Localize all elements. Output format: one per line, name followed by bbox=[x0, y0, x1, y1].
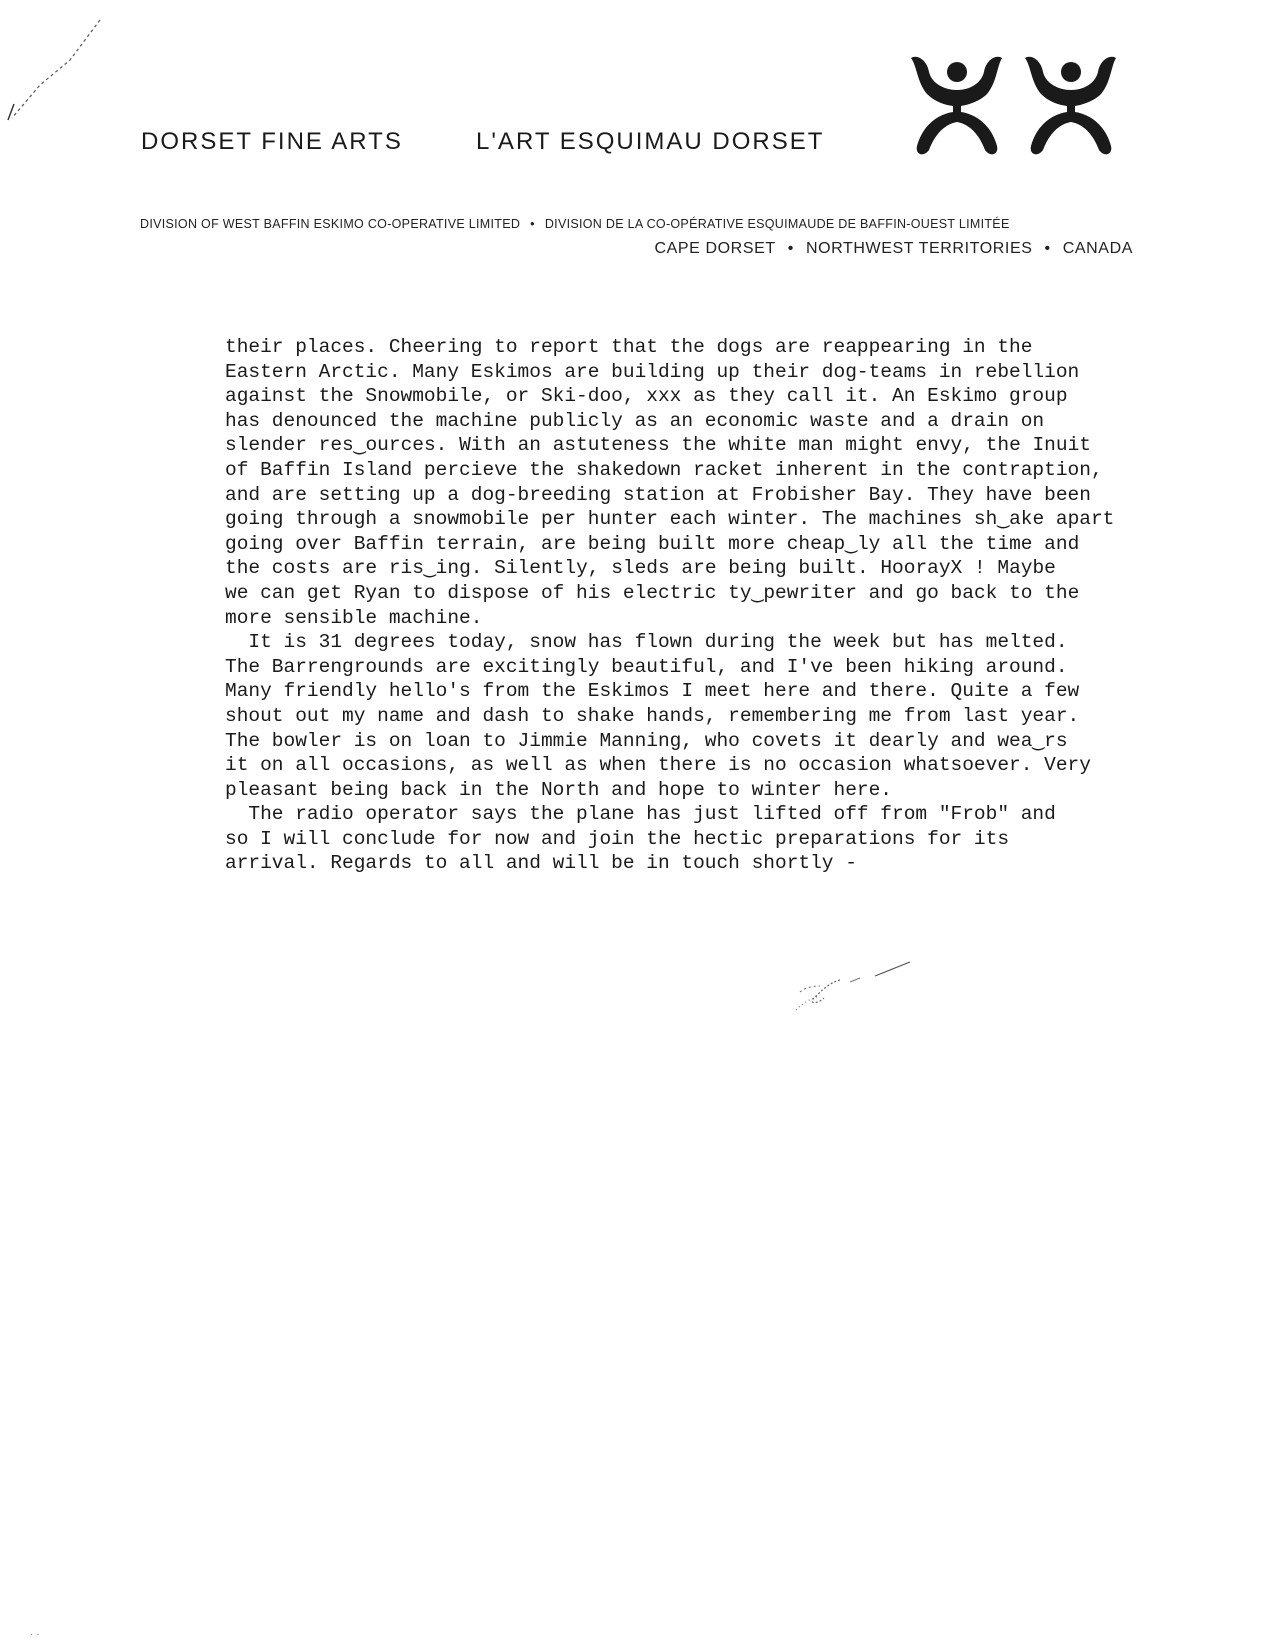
letter-line: of Baffin Island percieve the shakedown racket inherent in the contraption, bbox=[225, 458, 1103, 481]
location-line bbox=[654, 240, 1133, 258]
letter-line: pleasant being back in the North and hope to winter here. bbox=[225, 778, 893, 801]
division-french: DIVISION DE LA CO-OPÉRATIVE ESQUIMAUDE DE BAFFIN-OUEST LIMITÉE bbox=[544, 217, 1010, 231]
division-line bbox=[140, 217, 1010, 231]
letter-line: and are setting up a dog-breeding station at Frobisher Bay. They have been bbox=[225, 483, 1091, 506]
country: CANADA bbox=[1062, 240, 1133, 257]
brand-name-french: L'ART ESQUIMAU DORSET bbox=[476, 128, 825, 155]
letter-line: arrival. Regards to all and will be in touch shortly - bbox=[225, 852, 857, 875]
letter-line: The Barrengrounds are excitingly beautiful, and I've been hiking around. bbox=[225, 655, 1068, 678]
division-english: DIVISION OF WEST BAFFIN ESKIMO CO-OPERATIVE LIMITED bbox=[140, 217, 521, 231]
scan-speck: · · bbox=[30, 1630, 40, 1641]
dorset-logo-icon bbox=[905, 50, 1125, 162]
letter-line: The radio operator says the plane has just lifted off from "Frob" and bbox=[225, 803, 1056, 826]
brand-name-english: DORSET FINE ARTS bbox=[141, 128, 403, 155]
separator-dot: • bbox=[530, 217, 535, 231]
letter-line: shout out my name and dash to shake hands, remembering me from last year. bbox=[225, 704, 1080, 727]
pen-mark bbox=[0, 0, 120, 130]
letter-line: against the Snowmobile, or Ski-doo, xxx as they call it. An Eskimo group bbox=[225, 385, 1068, 408]
separator-dot: • bbox=[1044, 240, 1051, 257]
separator-dot: • bbox=[787, 240, 794, 257]
letter-line: Eastern Arctic. Many Eskimos are building up their dog-teams in rebellion bbox=[225, 360, 1080, 383]
letter-line: we can get Ryan to dispose of his electric ty‿pewriter and go back to the bbox=[225, 581, 1080, 604]
letter-line: The bowler is on loan to Jimmie Manning, who covets it dearly and wea‿rs bbox=[225, 729, 1068, 752]
letter-body bbox=[225, 335, 1185, 876]
letter-line: Many friendly hello's from the Eskimos I meet here and there. Quite a few bbox=[225, 680, 1080, 703]
letter-line: It is 31 degrees today, snow has flown during the week but has melted. bbox=[225, 631, 1068, 654]
letter-line: so I will conclude for now and join the hectic preparations for its bbox=[225, 827, 1010, 850]
letter-line: going through a snowmobile per hunter each winter. The machines sh‿ake apart bbox=[225, 508, 1115, 531]
city: CAPE DORSET bbox=[654, 240, 776, 257]
letter-line: the costs are ris‿ing. Silently, sleds are being built. HoorayX ! Maybe bbox=[225, 557, 1056, 580]
letter-line: it on all occasions, as well as when there is no occasion whatsoever. Very bbox=[225, 754, 1091, 777]
signature bbox=[760, 952, 950, 1022]
letter-line: going over Baffin terrain, are being built more cheap‿ly all the time and bbox=[225, 532, 1080, 555]
letter-line: more sensible machine. bbox=[225, 606, 483, 629]
letter-line: their places. Cheering to report that the dogs are reappearing in the bbox=[225, 336, 1033, 358]
letter-line: has denounced the machine publicly as an economic waste and a drain on bbox=[225, 409, 1045, 432]
letter-line: slender res‿ources. With an astuteness the white man might envy, the Inuit bbox=[225, 434, 1091, 457]
territory: NORTHWEST TERRITORIES bbox=[805, 240, 1033, 257]
